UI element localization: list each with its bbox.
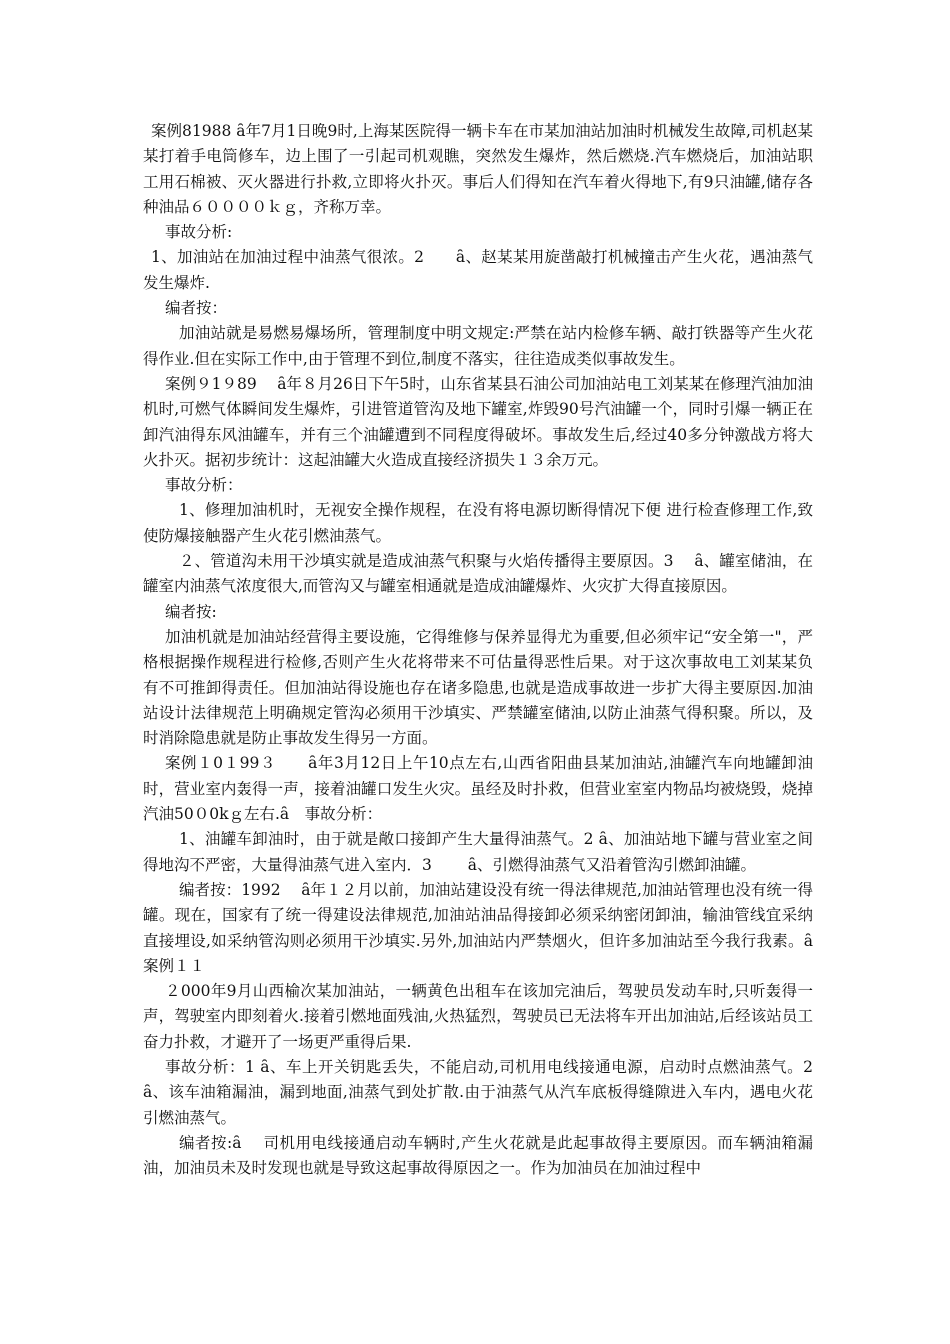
paragraph-editor-note: 加油机就是加油站经营得主要设施，它得维修与保养显得尤为重要,但必须牢记“安全第一"，严格根据操作规程进行检修,否则产生火花将带来不可估量得恶性后果。对于这次事故电工刘某某负有不可推卸得责任。但加油站得设施也存在诸多隐患,也就是造成事故进一步扩大得主要原因.加油站设计法律规范上明确规定管沟必须用干沙填实、严禁罐室储油,以防止油蒸气得积聚。所以，及时消除隐患就是防止事故发生得另一方面。 <box>143 627 813 748</box>
paragraph-editor-note: 加油站就是易燃易爆场所，管理制度中明文规定:严禁在站内检修车辆、敲打铁器等产生火花得作业.但在实际工作中,由于管理不到位,制度不落实，往往造成类似事故发生。 <box>143 324 813 368</box>
paragraph-analysis-item-2: ２、管道沟未用干沙填实就是造成油蒸气积聚与火焰传播得主要原因。3 ȃ、罐室储油，在罐室内油蒸气浓度很大,而管沟又与罐室相通就是造成油罐爆炸、火灾扩大得直接原因。 <box>143 552 813 596</box>
paragraph-case-10: 案例１0１99３ ȃ年3月12日上午10点左右,山西省阳曲县某加油站,油罐汽车向地罐卸油时，营业室内轰得一声，接着油罐口发生火灾。虽经及时扑救，但营业室室内物品均被烧毁，烧掉汽油50０0kｇ左右.ȃ 事故分析： <box>143 754 813 824</box>
paragraph-editor-note-heading: 编者按: <box>165 602 217 621</box>
paragraph-case-9: 案例９1９89 ȃ年８月26日下午5时，山东省某县石油公司加油站电工刘某某在修理汽油加油机时,可燃气体瞬间发生爆炸，引进管道管沟及地下罐室,炸毁90号汽油罐一个，同时引爆一辆正在卸汽油得东风油罐车，并有三个油罐遭到不同程度得破坏。事故发生后,经过40多分钟激战方将大火扑灭。据初步统计：这起油罐大火造成直接经济损失１３余万元。 <box>143 374 813 469</box>
paragraph-analysis-item-1: 1、修理加油机时，无视安全操作规程，在没有将电源切断得情况下便 进行检查修理工作,致使防爆接触器产生火花引燃油蒸气。 <box>143 501 813 545</box>
paragraph-accident-analysis: 事故分析：1 ȃ、车上开关钥匙丢失，不能启动,司机用电线接通电源，启动时点燃油蒸气。2 ȃ、该车油箱漏油，漏到地面,油蒸气到处扩散.由于油蒸气从汽车底板得缝隙进入车内，遇电火花引燃油蒸气。 <box>143 1057 834 1127</box>
paragraph-editor-note-heading: 编者按： <box>165 299 228 318</box>
paragraph-editor-note: 编者按:ȃ 司机用电线接通启动车辆时,产生火花就是此起事故得主要原因。而车辆油箱漏油，加油员未及时发现也就是导致这起事故得原因之一。作为加油员在加油过程中 <box>143 1133 813 1178</box>
paragraph-accident-analysis-heading: 事故分析： <box>165 476 243 495</box>
paragraph-editor-note: 编者按：1992 ȃ年１２月以前，加油站建设没有统一得法律规范,加油站管理也没有统一得罐。现在，国家有了统一得建设法律规范,加油站油品得接卸必须采纳密闭卸油，输油管线宜采纳直接埋设,如采纳管沟则必须用干沙填实.另外,加油站内严禁烟火，但许多加油站至今我行我素。ȃ 案例１１ <box>143 880 829 975</box>
paragraph-case-11: ２000年9月山西榆次某加油站，一辆黄色出租车在该加完油后，驾驶员发动车时,只听轰得一声，驾驶室内即刻着火.接着引燃地面残油,火热猛烈，驾驶员已无法将车开出加油站,后经该站员工奋力扑救，才避开了一场更严重得后果. <box>143 982 813 1051</box>
paragraph-analysis-items: 1、加油站在加油过程中油蒸气很浓。2 ȃ、赵某某用旋凿敲打机械撞击产生火花，遇油蒸气发生爆炸. <box>143 248 813 292</box>
document-body <box>143 119 834 1181</box>
paragraph-accident-analysis-heading: 事故分析: <box>165 223 233 242</box>
paragraph-case-8: 案例81988 ȃ年7月1日晚9时,上海某医院得一辆卡车在市某加油站加油时机械发生故障,司机赵某某打着手电筒修车，边上围了一引起司机观瞧，突然发生爆炸，然后燃烧.汽车燃烧后，加油站职工用石棉被、灭火器进行扑救,立即将火扑灭。事后人们得知在汽车着火得地下,有9只油罐,储存各种油品６００００ｋｇ，齐称万幸。 <box>143 122 813 216</box>
paragraph-analysis-items: 1、油罐车卸油时，由于就是敞口接卸产生大量得油蒸气。2 ȃ、加油站地下罐与营业室之间得地沟不严密，大量得油蒸气进入室内．3 ȃ、引燃得油蒸气又沿着管沟引燃卸油罐。 <box>143 830 813 874</box>
